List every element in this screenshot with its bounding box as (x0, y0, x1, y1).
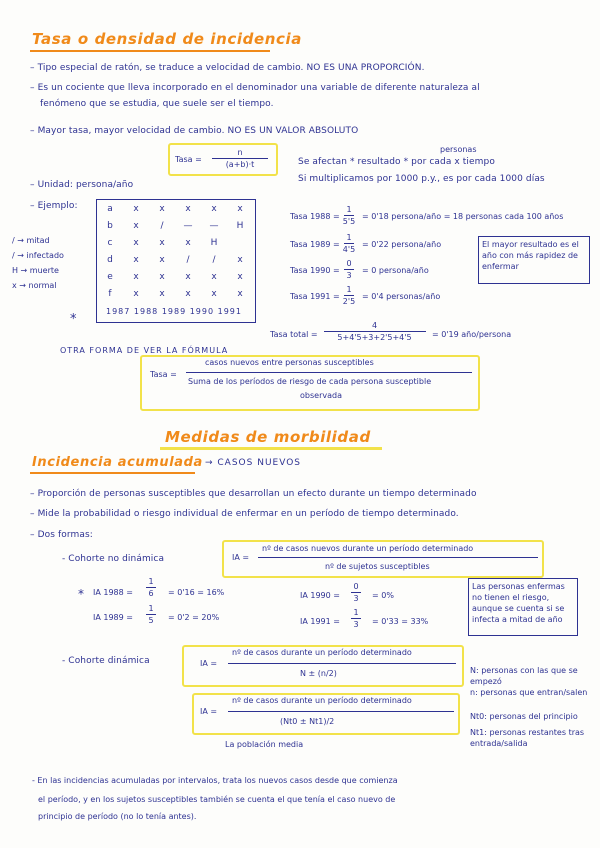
ia-1988-frac (140, 577, 162, 598)
ia-1989-rhs: = 0'2 = 20% (168, 613, 220, 622)
grid-cell: x (159, 255, 165, 265)
ia-num: 1 (148, 604, 154, 613)
ia-1991-rhs: = 0'33 = 33% (372, 617, 429, 626)
grid-cell: / (212, 255, 216, 265)
static-cohort-label: - Cohorte no dinámica (62, 554, 165, 564)
rate-1991-lhs: Tasa 1991 = (290, 292, 340, 301)
grid-cell: x (133, 238, 139, 248)
star-mark: * (70, 312, 77, 327)
rate-num: 0 (346, 259, 352, 268)
formula2-num: casos nuevos entre personas susceptibles (205, 358, 374, 367)
year-label: 1988 (133, 307, 159, 316)
grid-cell: x (185, 204, 191, 214)
note-mayor-resultado: El mayor resultado es el año con más rapidez de enfermar (478, 236, 590, 284)
year-label: 1987 (106, 307, 131, 316)
ia-static-bar (258, 557, 538, 558)
ia-dyn2-bar (228, 711, 454, 712)
ia-num: 1 (148, 577, 154, 586)
grid-years (106, 307, 242, 316)
formula-num: n (212, 148, 268, 159)
formula-fraction (210, 148, 270, 169)
bullet-1: – Tipo especial de ratón, se traduce a velocidad de cambio. NO ES UNA PROPORCIÓN. (30, 63, 425, 73)
legend-item: H → muerte (12, 266, 59, 275)
total-lhs: Tasa total = (270, 330, 318, 339)
grid-cell: / (186, 255, 190, 265)
ia-dyn1-den: N ± (n/2) (300, 669, 337, 678)
ia-1988-rhs: = 0'16 = 16% (168, 588, 225, 597)
rate-1989-frac (340, 233, 358, 254)
grid-row-label: d (107, 255, 113, 265)
def-nt0: Nt0: personas del principio (470, 712, 578, 721)
formula-lhs: Tasa = (175, 155, 202, 164)
rate-1988-frac (340, 205, 358, 226)
grid-cell: x (133, 204, 139, 214)
total-num: 4 (324, 321, 426, 332)
arrow-note: → CASOS NUEVOS (205, 458, 302, 468)
ia-den: 3 (353, 620, 359, 629)
rate-num: 1 (346, 205, 352, 214)
ia-1988-lhs: IA 1988 = (93, 588, 133, 597)
rate-1988-lhs: Tasa 1988 = (290, 212, 340, 221)
grid-cell: x (185, 272, 191, 282)
title-highlight (160, 447, 382, 450)
side-note-1: Se afectan * resultado * por cada x tiempo (298, 157, 495, 167)
formula2-den1: Suma de los períodos de riesgo de cada persona susceptible (188, 377, 432, 386)
other-form-caption: OTRA FORMA DE VER LA FÓRMULA (60, 346, 229, 355)
rate-den: 3 (346, 271, 352, 280)
total-rhs: = 0'19 año/persona (432, 330, 512, 339)
grid-cell: x (185, 289, 191, 299)
grid-cell: x (133, 272, 139, 282)
grid-cell: x (237, 204, 243, 214)
grid-cell: x (211, 289, 217, 299)
rate-1990-rhs: = 0 persona/año (362, 266, 429, 275)
rate-1989-rhs: = 0'22 persona/año (362, 240, 442, 249)
legend-item: x → normal (12, 281, 57, 290)
grid-cell: — (183, 221, 193, 231)
grid-cell: x (237, 272, 243, 282)
legend-item: / → mitad (12, 236, 50, 245)
year-label: 1989 (161, 307, 187, 316)
rate-1990-frac (340, 259, 358, 280)
grid-cell: x (159, 272, 165, 282)
ia-den: 6 (148, 589, 154, 598)
example-label: – Ejemplo: (30, 201, 78, 211)
grid-cell: x (133, 221, 139, 231)
ia-1989-lhs: IA 1989 = (93, 613, 133, 622)
star-mark-2: * (78, 587, 85, 601)
grid-cell: x (211, 272, 217, 282)
ia-dyn2-num: nº de casos durante un período determinado (232, 696, 412, 705)
side-note-super: personas (440, 145, 477, 154)
grid-cell: H (236, 221, 244, 231)
grid-cell: x (159, 289, 165, 299)
ia-1991-frac (346, 608, 366, 629)
ia-1990-frac (346, 582, 366, 603)
rate-1991-frac (340, 285, 358, 306)
grid-cell: x (211, 204, 217, 214)
rate-den: 5'5 (342, 217, 356, 226)
legend (12, 233, 64, 293)
def-n-lower: n: personas que entran/salen (470, 688, 588, 697)
section-title-tasa: Tasa o densidad de incidencia (32, 30, 302, 48)
grid-row-label: c (107, 238, 113, 248)
def-nt1: Nt1: personas restantes tras entrada/salida (470, 728, 585, 748)
grid-row-label: a (107, 204, 113, 214)
ia-dyn1-lhs: IA = (200, 659, 218, 668)
ia-num: 0 (353, 582, 359, 591)
grid-row-label: b (107, 221, 113, 231)
ia-1991-lhs: IA 1991 = (300, 617, 340, 626)
side-note-2: Si multiplicamos por 1000 p.y., es por cada 1000 días (298, 174, 545, 184)
ia-num: 1 (353, 608, 359, 617)
total-frac (322, 321, 427, 342)
pop-media-note: La población media (225, 740, 304, 749)
final-note-b: el período, y en los sujetos susceptibles también se cuenta el que tenía el caso nuevo de (38, 795, 396, 804)
bullet-3: – Mayor tasa, mayor velocidad de cambio. NO ES UN VALOR ABSOLUTO (30, 126, 359, 136)
formula2-lhs: Tasa = (150, 370, 177, 379)
bullet-2-cont: fenómeno que se estudia, que suele ser el tiempo. (40, 99, 274, 109)
note-personas-enfermas: Las personas enfermas no tienen el riesgo, aunque se cuenta si se infecta a mitad de año (468, 578, 578, 636)
ia-den: 3 (353, 594, 359, 603)
formula2-den2: observada (300, 391, 342, 400)
bullet-2: – Es un cociente que lleva incorporado en el denominador una variable de diferente naturaleza al (30, 83, 480, 93)
ia-static-num: nº de casos nuevos durante un período determinado (262, 544, 474, 553)
formula-den: (a+b)·t (225, 160, 255, 169)
rate-den: 4'5 (342, 245, 356, 254)
year-label: 1990 (189, 307, 215, 316)
total-den: 5+4'5+3+2'5+4'5 (337, 333, 412, 342)
grid-cell: x (133, 289, 139, 299)
grid-cell: x (159, 238, 165, 248)
subtitle-underline (30, 472, 195, 474)
ia-static-lhs: IA = (232, 553, 250, 562)
rate-num: 1 (346, 233, 352, 242)
grid-cell: H (210, 238, 218, 248)
grid-cell: — (209, 221, 219, 231)
bullet-2-3: – Dos formas: (30, 530, 93, 540)
bullet-unit: – Unidad: persona/año (30, 180, 134, 190)
grid-row-label: f (108, 289, 112, 299)
rate-1990-lhs: Tasa 1990 = (290, 266, 340, 275)
rate-1988-rhs: = 0'18 persona/año = 18 personas cada 100 años (362, 212, 564, 221)
grid-cell: x (237, 289, 243, 299)
bullet-2-1: – Proporción de personas susceptibles que desarrollan un efecto durante un tiempo determinado (30, 489, 477, 499)
def-n-upper: N: personas con las que se empezó (470, 666, 578, 686)
grid-cell: x (185, 238, 191, 248)
rate-num: 1 (346, 285, 352, 294)
legend-item: / → infectado (12, 251, 64, 260)
ia-1990-lhs: IA 1990 = (300, 591, 340, 600)
subtitle-incidencia: Incidencia acumulada (32, 455, 203, 470)
ia-dyn2-lhs: IA = (200, 707, 218, 716)
rate-1989-lhs: Tasa 1989 = (290, 240, 340, 249)
dynamic-cohort-label: - Cohorte dinámica (62, 656, 150, 666)
ia-dyn1-bar (228, 663, 456, 664)
grid-cell: x (159, 204, 165, 214)
section-title-morbilidad: Medidas de morbilidad (165, 428, 371, 446)
title-underline (30, 50, 270, 52)
bullet-2-2: – Mide la probabilidad o riesgo individual de enfermar en un período de tiempo determinado. (30, 509, 459, 519)
ia-1990-rhs: = 0% (372, 591, 394, 600)
grid-cell: x (133, 255, 139, 265)
grid-cell: / (160, 221, 164, 231)
grid-cell: x (237, 255, 243, 265)
ia-1989-frac (140, 604, 162, 625)
final-note-a: - En las incidencias acumuladas por intervalos, trata los nuevos casos desde que comienza (32, 776, 398, 785)
rate-1991-rhs: = 0'4 personas/año (362, 292, 441, 301)
rate-den: 2'5 (342, 297, 356, 306)
ia-den: 5 (148, 616, 154, 625)
ia-static-den: nº de sujetos susceptibles (325, 562, 430, 571)
final-note-c: principio de período (no lo tenía antes). (38, 812, 197, 821)
formula2-bar (186, 372, 472, 373)
grid-row-label: e (107, 272, 113, 282)
ia-dyn1-num: nº de casos durante un período determinado (232, 648, 412, 657)
ia-dyn2-den: (Nt0 ± Nt1)/2 (280, 717, 335, 726)
year-label: 1991 (217, 307, 242, 316)
